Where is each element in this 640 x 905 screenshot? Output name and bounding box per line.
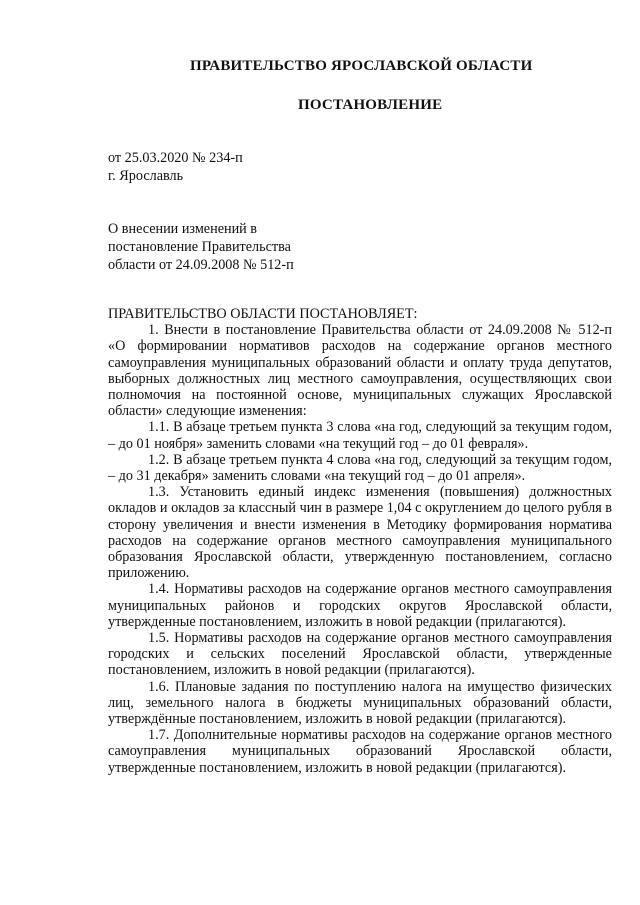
paragraph-1-5: 1.5. Нормативы расходов на содержание органов местного самоуправления городских и сельских поселений Ярославской области, утвержденные постановлением, изложить в новой редакции (прилагаются). — [108, 630, 612, 679]
subject-line: О внесении изменений в — [108, 221, 258, 237]
subject-line: области от 24.09.2008 № 512-п — [108, 257, 294, 273]
city: г. Ярославль — [108, 168, 184, 184]
paragraph-1-6: 1.6. Плановые задания по поступлению налога на имущество физических лиц, земельного налога в бюджеты муниципальных образований области, утверждённые постановлением, изложить в новой редакции (прилагаются). — [108, 678, 612, 728]
paragraph-1: 1. Внести в постановление Правительства области от 24.09.2008 № 512-п «О формировании нормативов расходов на содержание органов местного самоуправления муниципальных образований области и оплату труда депутатов, выборных должностных лиц местного самоуправления, осуществляющих свои полномочия на постоянной основе, муниципальных служащих Ярославской области» следующие изменения: — [108, 322, 612, 420]
resolution-statement: ПРАВИТЕЛЬСТВО ОБЛАСТИ ПОСТАНОВЛЯЕТ: — [108, 306, 418, 322]
document-meta — [108, 149, 243, 185]
document-type-title: ПОСТАНОВЛЕНИЕ — [298, 97, 443, 113]
date-and-number: от 25.03.2020 № 234-п — [108, 150, 243, 166]
subject-line: постановление Правительства — [108, 239, 291, 255]
paragraph-1-1: 1.1. В абзаце третьем пункта 3 слова «на год, следующий за текущим годом, – до 01 ноября» заменить словами «на текущий год – до 01 февраля». — [108, 419, 612, 452]
paragraph-1-7: 1.7. Дополнительные нормативы расходов на содержание органов местного самоуправления муниципальных образований Ярославской области, утвержденные постановлением, изложить в новой редакции (прилагаются). — [108, 727, 612, 776]
paragraph-1-4: 1.4. Нормативы расходов на содержание органов местного самоуправления муниципальных районов и городских округов Ярославской области, утвержденные постановлением, изложить в новой редакции (прилагаются). — [108, 581, 612, 630]
paragraph-1-3: 1.3. Установить единый индекс изменения (повышения) должностных окладов и окладов за классный чин в размере 1,04 с округлением до целого рубля в сторону увеличения и внести изменения в Методику формирования норматива расходов на содержание органов местного самоуправления муниципального образования Ярославской области, утвержденную постановлением, согласно приложению. — [108, 484, 612, 582]
document-subject — [108, 220, 294, 274]
document-body — [108, 306, 612, 776]
paragraph-1-2: 1.2. В абзаце третьем пункта 4 слова «на год, следующий за текущим годом, – до 31 декабря» заменить словами «на текущий год – до 01 апреля». — [108, 451, 612, 485]
government-header: ПРАВИТЕЛЬСТВО ЯРОСЛАВСКОЙ ОБЛАСТИ — [190, 58, 533, 74]
